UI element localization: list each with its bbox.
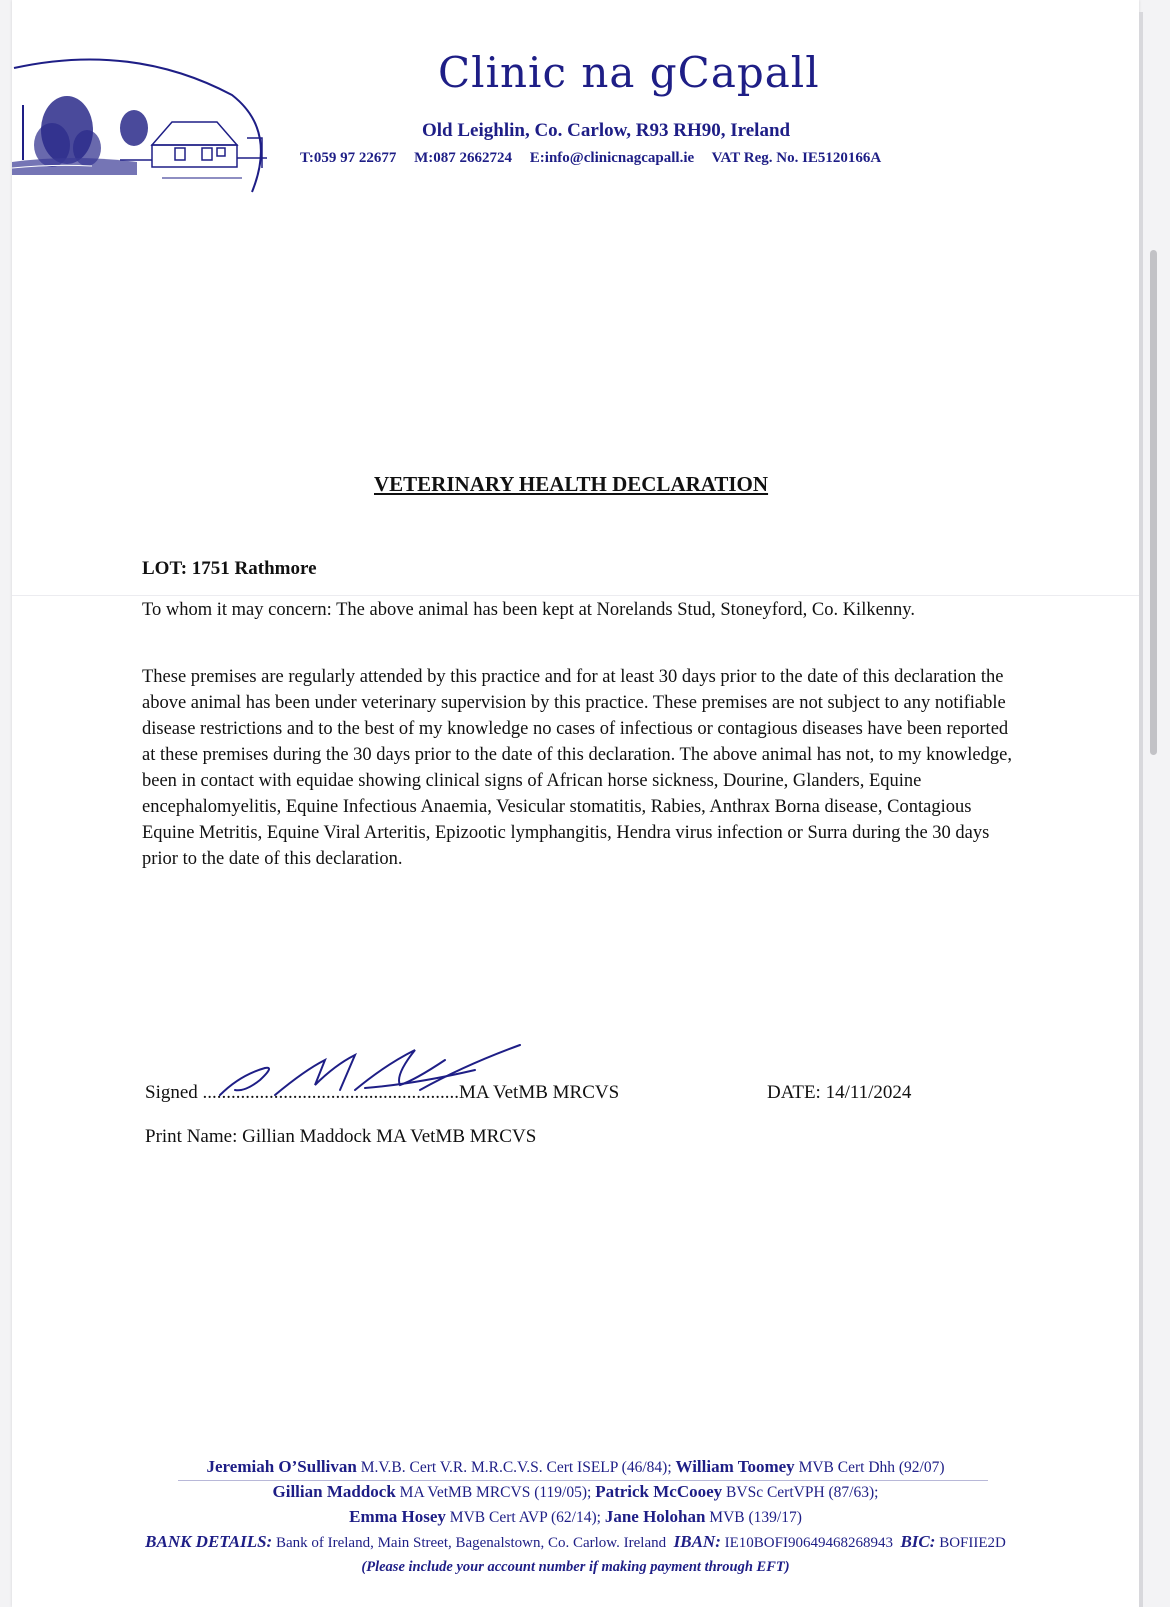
mobile-number: M:087 2662724 — [414, 150, 513, 166]
page-seam — [12, 595, 1139, 596]
footer-line-2 — [12, 1480, 1139, 1505]
declaration-date: DATE: 14/11/2024 — [767, 1082, 912, 1103]
vet-name: Gillian Maddock — [272, 1482, 396, 1501]
vet-qualifications: MVB (139/17) — [709, 1509, 802, 1526]
print-name: Print Name: Gillian Maddock MA VetMB MRCVS — [145, 1126, 537, 1147]
paragraph-premises: To whom it may concern: The above animal has been kept at Norelands Stud, Stoneyford, Co. Kilkenny. — [142, 600, 915, 620]
vet-qualifications: MVB Cert Dhh (92/07) — [798, 1459, 945, 1476]
clinic-logo — [12, 50, 282, 200]
clinic-name: Clinic na gCapall — [438, 48, 820, 97]
vat-number: VAT Reg. No. IE5120166A — [711, 150, 882, 166]
footer-line-1 — [12, 1455, 1139, 1480]
bic-value: BOFIIE2D — [939, 1535, 1006, 1551]
clinic-contacts — [300, 150, 895, 167]
vet-name: Emma Hosey — [349, 1507, 446, 1526]
bank-text: Bank of Ireland, Main Street, Bagenalstown, Co. Carlow. Ireland — [275, 1535, 667, 1551]
vet-name: William Toomey — [675, 1457, 795, 1476]
vet-qualifications: BVSc CertVPH (87/63); — [726, 1484, 879, 1501]
signature-dots: ...................................................... — [202, 1082, 460, 1103]
letterhead-footer — [12, 1455, 1139, 1579]
bank-details — [12, 1530, 1139, 1555]
signed-line — [145, 1082, 619, 1104]
bank-label: BANK DETAILS: — [145, 1532, 273, 1551]
bic-label: BIC: — [900, 1532, 936, 1551]
vet-name: Jeremiah O’Sullivan — [206, 1457, 357, 1476]
scrollbar-thumb[interactable] — [1150, 250, 1157, 755]
eft-note: (Please include your account number if making payment through EFT) — [361, 1559, 790, 1575]
iban-label: IBAN: — [673, 1532, 721, 1551]
clinic-address: Old Leighlin, Co. Carlow, R93 RH90, Ireland — [422, 120, 791, 141]
signed-label: Signed — [145, 1082, 198, 1103]
footer-line-3 — [12, 1505, 1139, 1530]
vet-name: Patrick McCooey — [595, 1482, 723, 1501]
vet-qualifications: MVB Cert AVP (62/14); — [449, 1509, 601, 1526]
paragraph-declaration: These premises are regularly attended by this practice and for at least 30 days prior to the date of this declaration the above animal has been under veterinary supervision by this practice. These premises are not subject to any notifiable disease restrictions and to the best of my knowledge no cases of infectious or contagious diseases have been reported at these premises during the 30 days prior to the date of this declaration. The above animal has not, to my knowledge, been in contact with equidae showing clinical signs of African horse sickness, Dourine, Glanders, Equine encephalomyelitis, Equine Infectious Anaemia, Vesicular stomatitis, Rabies, Anthrax Borna disease, Contagious Equine Metritis, Equine Viral Arteritis, Epizootic lymphangitis, Hendra virus infection or Surra during the 30 days prior to the date of this declaration. — [142, 667, 1012, 869]
page-edge — [1139, 12, 1143, 1607]
signer-qualifications: MA VetMB MRCVS — [459, 1082, 620, 1103]
email-address: E:info@clinicnagcapall.ie — [529, 150, 695, 166]
vet-qualifications: M.V.B. Cert V.R. M.R.C.V.S. Cert ISELP (46/84); — [360, 1459, 672, 1476]
phone-number: T:059 97 22677 — [300, 150, 397, 166]
vet-name: Jane Holohan — [604, 1507, 706, 1526]
document-title: VETERINARY HEALTH DECLARATION — [374, 472, 769, 496]
vet-qualifications: MA VetMB MRCVS (119/05); — [399, 1484, 592, 1501]
iban-value: IE10BOFI90649468268943 — [724, 1535, 893, 1551]
lot-heading: LOT: 1751 Rathmore — [142, 558, 317, 579]
